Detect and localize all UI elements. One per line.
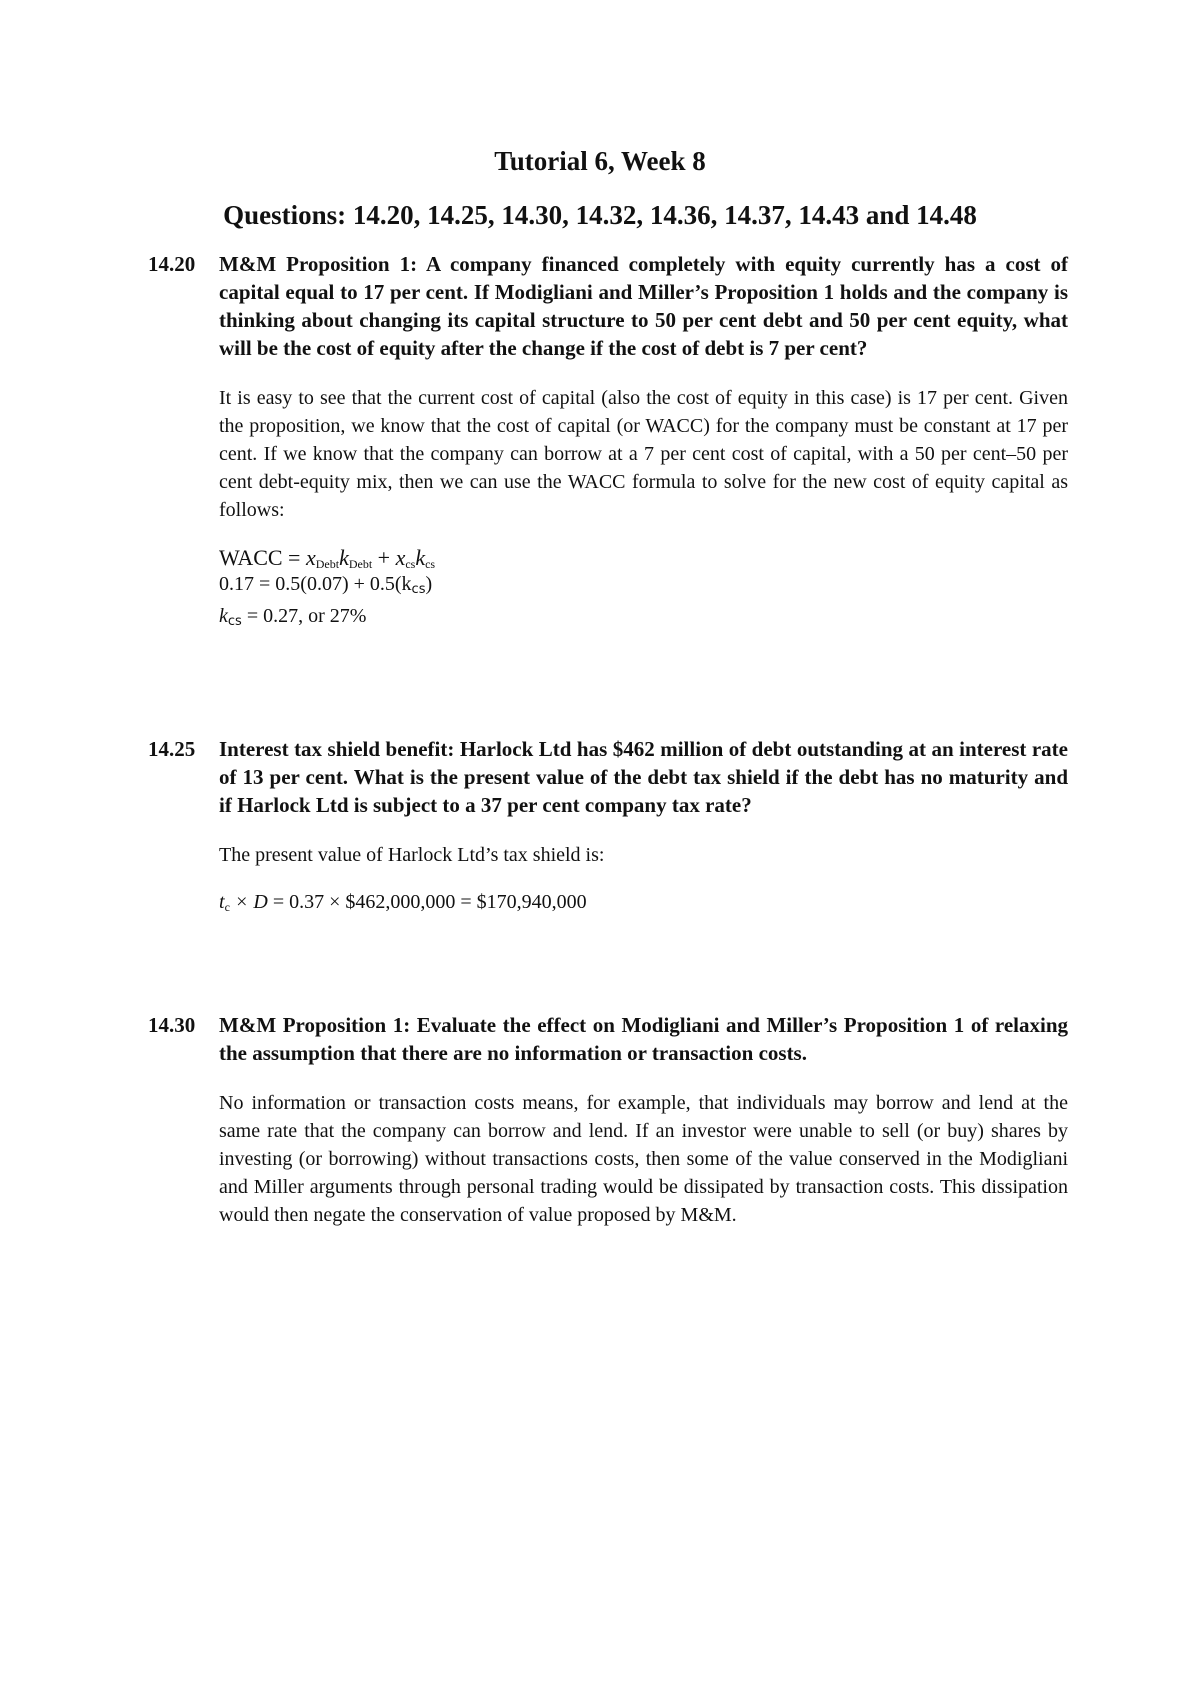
answer-text: No information or transaction costs means, for example, that individuals may borrow and lend at the same rate that the company can borrow and lend. If an investor were unable to sell (or buy) shares by investing (or borrowing) without transactions costs, then some of the value conserved in the Modigliani and Miller arguments through personal trading would be dissipated by transaction costs. This dissipation would then negate the conservation of value proposed by M&M. <box>219 1092 1068 1226</box>
question-block-14-20 <box>148 250 1068 635</box>
questions-list-heading: Questions: 14.20, 14.25, 14.30, 14.32, 14.36, 14.37, 14.43 and 14.48 <box>223 200 977 230</box>
question-block-14-25 <box>148 735 1068 916</box>
tax-shield-formula: $t_c \times D = 0.37$ × $462,000,000 = $170,940,000 <box>219 891 587 914</box>
question-number: 14.25 <box>148 737 196 761</box>
answer-text: It is easy to see that the current cost of capital (also the cost of equity in this case) is 17 per cent. Given the proposition, we know that the cost of capital (or WACC) for the company must be constant at 17 per cent. If we know that the company can borrow at a 7 per cent cost of capital, with a 50 per cent–50 per cent debt-equity mix, then we can use the WACC formula to solve for the new cost of equity capital as follows: <box>219 387 1068 521</box>
question-body: A company financed completely with equity currently has a cost of capital equal to 17 per cent. If Modigliani and Miller’s Proposition 1 holds and the company is thinking about changing its capital structure to 50 per cent debt and 50 per cent equity, what will be the cost of equity after the change if the cost of debt is 7 per cent? <box>219 252 1068 360</box>
question-body: Evaluate the effect on Modigliani and Miller’s Proposition 1 of relaxing the assumption that there are no information or transaction costs. <box>219 1013 1069 1065</box>
question-topic: M&M Proposition 1: <box>219 1013 411 1037</box>
question-topic: M&M Proposition 1: <box>219 252 418 276</box>
question-number: 14.30 <box>148 1013 196 1037</box>
page-title: Tutorial 6, Week 8 <box>494 146 706 176</box>
answer-text: The present value of Harlock Ltd’s tax shield is: <box>219 844 605 866</box>
question-block-14-30 <box>148 1011 1068 1229</box>
question-text <box>219 250 1068 362</box>
question-text <box>219 1011 1068 1067</box>
wacc-formula: WACC = $x_{Debt}k_{Debt} + x_{cs}k_{cs}$ 0.17 = 0.5(0.07) + 0.5(kcs) kcs = 0.27, or 27% <box>219 545 436 629</box>
question-text: Interest tax shield benefit: Harlock Ltd has $462 million of debt outstanding at an interest rate of 13 per cent. What is the present value of the debt tax shield if the debt has no maturity and if Harlock Ltd is subject to a 37 per cent company tax rate? <box>219 737 1068 817</box>
question-number: 14.20 <box>148 252 196 276</box>
